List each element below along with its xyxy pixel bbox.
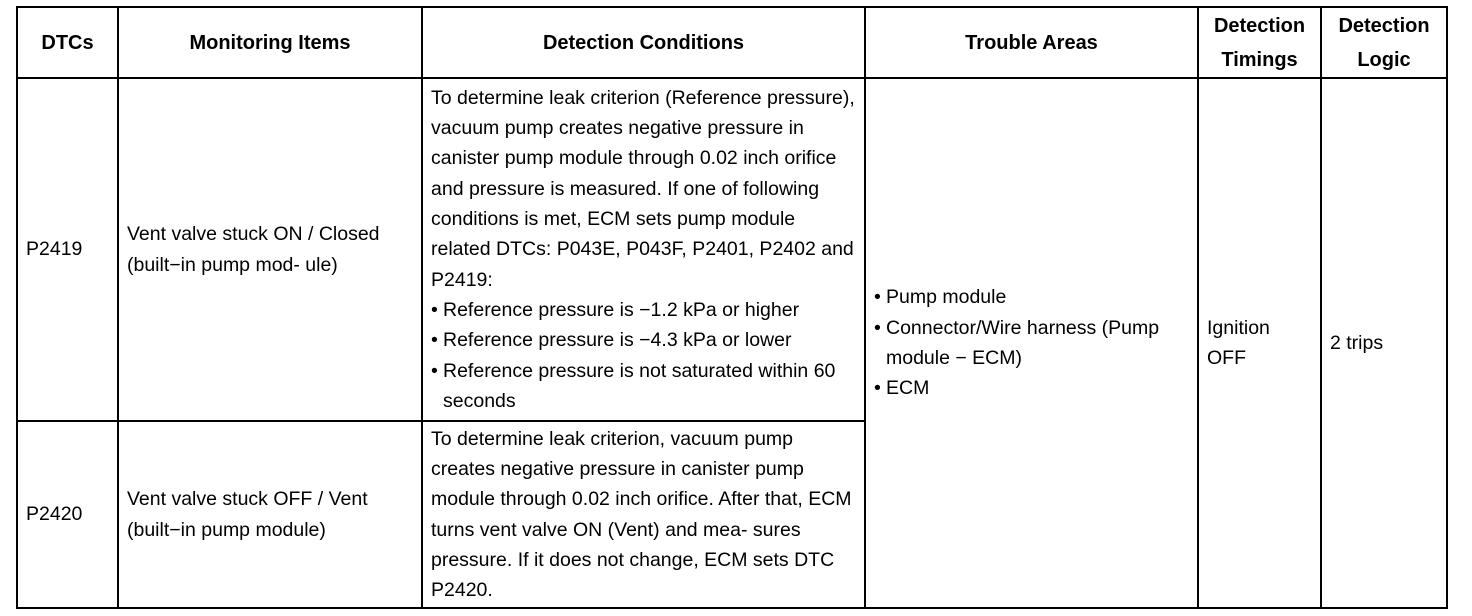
condition-text: To determine leak criterion (Reference pressure), vacuum pump creates negative pressure in canister pump module through 0.02 inch orifice and pressure is measured. If one of following conditions is met, ECM sets pump module related DTCs: P043E, P043F, P2401, P2402 and P2419: — [431, 86, 855, 291]
header-row — [17, 7, 1447, 78]
table-row — [17, 78, 1447, 421]
list-item: • Connector/Wire harness (Pump module − ECM) — [874, 313, 1191, 374]
header-detection-logic: Detection Logic — [1321, 7, 1447, 78]
dtc-table — [16, 6, 1448, 609]
header-monitoring-items: Monitoring Items — [118, 7, 422, 78]
detection-logic: 2 trips — [1321, 78, 1447, 608]
dtc-code: P2420 — [17, 421, 118, 608]
header-trouble-areas: Trouble Areas — [865, 7, 1198, 78]
trouble-areas-list — [874, 282, 1191, 403]
detection-conditions — [422, 421, 865, 608]
monitoring-item: Vent valve stuck ON / Closed (built−in pump mod- ule) — [118, 78, 422, 421]
monitoring-item: Vent valve stuck OFF / Vent (built−in pump module) — [118, 421, 422, 608]
condition-list — [431, 295, 858, 416]
list-item: • Reference pressure is −4.3 kPa or lower — [431, 325, 858, 355]
header-dtcs: DTCs — [17, 7, 118, 78]
list-item: • ECM — [874, 373, 1191, 403]
list-item: • Pump module — [874, 282, 1191, 312]
header-detection-conditions: Detection Conditions — [422, 7, 865, 78]
list-item: • Reference pressure is not saturated within 60 seconds — [431, 356, 858, 417]
detection-timing: Ignition OFF — [1198, 78, 1321, 608]
header-detection-timings: Detection Timings — [1198, 7, 1321, 78]
condition-text: To determine leak criterion, vacuum pump creates negative pressure in canister pump module through 0.02 inch orifice. After that, ECM turns vent valve ON (Vent) and mea- sures pressure. If it does not change, ECM sets DTC P2420. — [431, 427, 852, 602]
dtc-code: P2419 — [17, 78, 118, 421]
list-item: • Reference pressure is −1.2 kPa or higher — [431, 295, 858, 325]
trouble-areas — [865, 78, 1198, 608]
detection-conditions — [422, 78, 865, 421]
